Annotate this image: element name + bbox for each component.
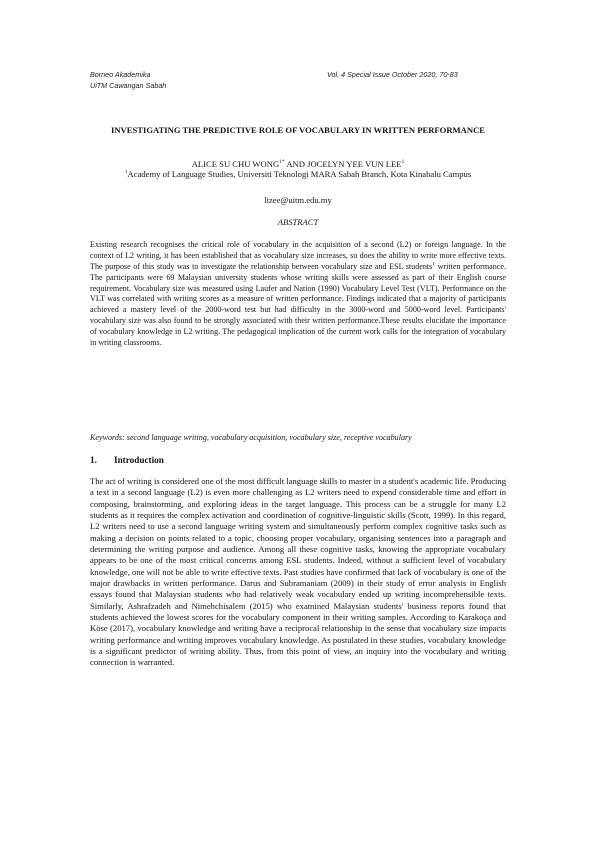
section-body: The act of writing is considered one of the most difficult language skills to master in a student's academic life. Producing a text in a second language (L2) is even more challenging as L2 writers need to expend considerable time and effort in composing, brainstorming, and exploring ideas in the target language. This process can be a struggle for many L2 students as it requires the complex activation and coordination of cognitive-linguistic skills (Scott, 1999). In this regard, L2 writers need to use a second language writing system and simultaneously perform complex cognitive tasks such as making a decision on points related to a topic, choosing proper vocabulary, organising sentences into a paragraph and determining the writing purpose and audience. Among all these cognitive tasks, knowing the appropriate vocabulary appears to be one of the most critical concerns among ESL students. Indeed, without a sufficient level of vocabulary knowledge, one will not be able to write effective texts. Past studies have confirmed that lack of vocabulary is one of the major drawbacks in written performance. Darus and Subramaniam (2009) in their study of error analysis in English essays found that Malaysian students who had relatively weak vocabulary ended up writing incomprehensible texts. Similarly, Ashrafzadeh and Nimehchisalem (2015) who examined Malaysian students' business reports found that students achieved the lowest scores for the vocabulary component in their writing samples. According to Karakoça and Köse (2017), vocabulary knowledge and writing have a reciprocal relationship in the sense that vocabulary size impacts writing performance and writing improves vocabulary knowledge. As postulated in these studies, vocabulary knowledge is a significant predictor of writing ability. Thus, from this point of view, an inquiry into the vocabulary and writing connection is warranted. bbox=[90, 476, 506, 668]
author-connector: AND bbox=[284, 159, 308, 169]
abstract-text-part: written performance. The participants were 69 Malaysian university students whose writing skills were assessed as part of their English course requirement. Vocabulary size was measured using Laufer and Nation (1990) Vocabulary Level Test (VLT). Performance on the VLT was correlated with writing scores as a measure of written performance. Findings indicated that a majority of participants achieved a mastery level of the 2000-word test but had difficulty in the 3000-word and 5000-word level. Participants' vocabulary size was also found to be strongly associated with their written performance.These results elucidate the importance of vocabulary knowledge in L2 writing. The pedagogical implication of the current work calls for the integration of vocabulary in writing classrooms. bbox=[90, 261, 507, 347]
abstract-heading: ABSTRACT bbox=[277, 217, 319, 227]
author-name: ALICE SU CHU WONG bbox=[191, 159, 280, 169]
author-affiliation-mark: 1 bbox=[401, 159, 405, 166]
section-number: 1. bbox=[90, 455, 97, 465]
keywords: Keywords: second language writing, vocabulary acquisition, vocabulary size, receptive vocabulary bbox=[90, 433, 412, 442]
issue-info: Vol. 4 Special Issue October 2020, 70-83 bbox=[327, 70, 458, 79]
section-heading bbox=[90, 454, 164, 466]
affiliation-text: Academy of Language Studies, Universiti Teknologi MARA Sabah Branch, Kota Kinabalu Campus bbox=[127, 169, 472, 179]
campus-name: UiTM Cawangan Sabah bbox=[90, 81, 167, 90]
section-title: Introduction bbox=[114, 455, 164, 465]
abstract-superscript: 1 bbox=[432, 261, 436, 268]
paper-title: INVESTIGATING THE PREDICTIVE ROLE OF VOCABULARY IN WRITTEN PERFORMANCE bbox=[110, 125, 486, 135]
author-affiliation-mark: 1* bbox=[279, 159, 285, 166]
affiliation-mark: 1 bbox=[124, 169, 128, 176]
abstract-text-part: Existing research recognises the critical role of vocabulary in the acquisition of a second (L2) or foreign language. In the context of L2 writing, it has been established that as vocabulary size increases, so does the ability to write more effective texts. The purpose of this study was to investigate the relationship between vocabulary size and ESL students bbox=[90, 240, 506, 271]
author-name: JOCELYN YEE VUN LEE bbox=[307, 159, 402, 169]
author-email: lizee@uitm.edu.my bbox=[264, 195, 332, 205]
journal-name: Borneo Akademika bbox=[90, 70, 151, 79]
running-header-left bbox=[90, 69, 166, 91]
abstract-text bbox=[90, 240, 506, 349]
affiliation bbox=[90, 169, 506, 180]
